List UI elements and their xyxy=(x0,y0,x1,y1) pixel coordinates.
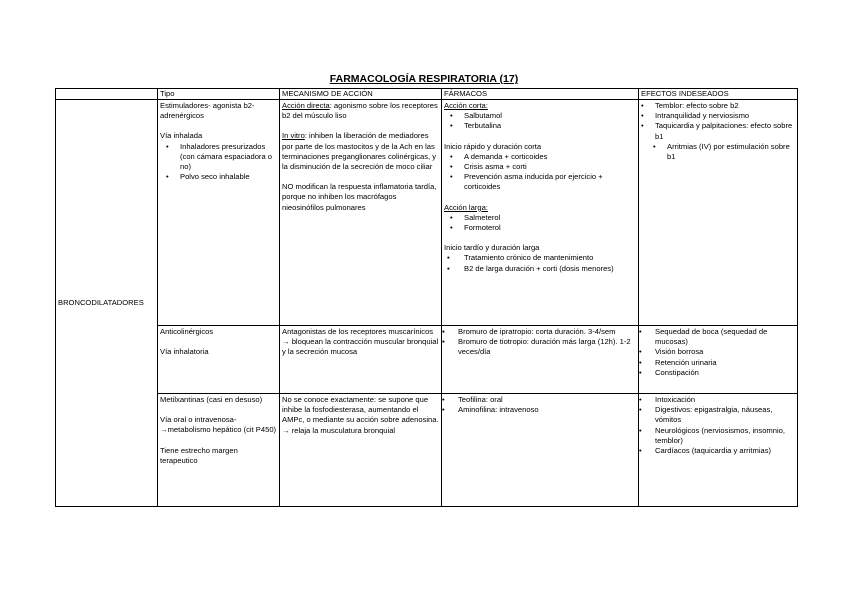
efectos-list xyxy=(641,101,795,142)
list-item: • Visión borrosa xyxy=(641,347,795,357)
pharmacology-table xyxy=(55,88,798,507)
mecanismo-directa-text: : agonismo sobre los receptores b2 del músculo liso xyxy=(282,101,438,121)
list-item: • Cardíacos (taquicardia y arritmias) xyxy=(641,446,795,456)
tipo-cell xyxy=(158,394,280,507)
efectos-cell xyxy=(639,326,798,394)
tipo-heading: Anticolinérgicos xyxy=(160,327,214,336)
list-item: • Teofilina: oral xyxy=(444,395,636,405)
mecanismo-invitro-label: In vitro xyxy=(282,131,305,141)
list-item: • A demanda + corticoides xyxy=(444,152,636,162)
list-item: • Prevención asma inducida por ejercicio + corticoides xyxy=(444,172,636,192)
efectos-list xyxy=(641,327,795,378)
mecanismo-invitro xyxy=(282,131,439,172)
header-farmacos: FÁRMACOS xyxy=(442,89,639,100)
tipo-margen: Tiene estrecho margen terapeutico xyxy=(160,445,238,465)
tipo-via: Vía inhalatoria xyxy=(160,347,209,357)
list-item: • Digestivos: epigastralgia, náuseas, vómitos xyxy=(641,405,795,425)
farmacos-larga-list xyxy=(444,213,636,233)
header-row xyxy=(56,89,798,100)
mecanismo-cell xyxy=(280,394,442,507)
efectos-list xyxy=(641,395,795,456)
table-row xyxy=(56,100,798,326)
farmacos-corta-usos xyxy=(444,152,636,193)
farmacos-corta-inicio: Inicio rápido y duración corta xyxy=(444,141,542,151)
mecanismo-cell xyxy=(280,100,442,326)
mecanismo-invitro-text: : inhiben la liberación de mediadores por parte de los mastocitos y de la Ach en las terminaciones preganglionares colinérgicas, y la disminución de la secreción de moco ciliar xyxy=(282,131,437,172)
farmacos-cell xyxy=(442,100,639,326)
group-label-cell xyxy=(56,100,158,507)
mecanismo-nota: NO modifican la respuesta inflamatoria tardía, porque no inhiben los macrófagos nieosinófilos pulmonares xyxy=(282,182,437,212)
mecanismo-text: No se conoce exactamente: se supone que inhibe la fosfodiesterasa, aumentando el AMPc, o mediante su acción sobre adenosina. → relaja la musculatura bronquial xyxy=(282,395,439,435)
list-item: ▪ Tratamiento crónico de mantenimiento xyxy=(444,253,636,263)
tipo-cell xyxy=(158,326,280,394)
list-item: • Formoterol xyxy=(444,223,636,233)
list-item: • Constipación xyxy=(641,368,795,378)
list-item: • Crisis asma + corti xyxy=(444,162,636,172)
farmacos-list xyxy=(444,327,636,358)
list-item: • Inhaladores presurizados (con cámara espaciadora o no) xyxy=(160,142,277,173)
list-item: • Intranquilidad y nerviosismo xyxy=(641,111,795,121)
table-row xyxy=(56,326,798,394)
header-empty xyxy=(56,89,158,100)
header-mecanismo: MECANISMO DE ACCIÓN xyxy=(280,89,442,100)
farmacos-larga-usos xyxy=(444,253,636,273)
tipo-via: Vía inhalada xyxy=(160,131,203,141)
mecanismo-directa xyxy=(282,101,439,121)
farmacos-corta-list xyxy=(444,111,636,131)
list-item: • Arritmias (IV) por estimulación sobre b1 xyxy=(647,142,795,162)
mecanismo-directa-label: Acción directa xyxy=(282,101,330,110)
list-item: • Polvo seco inhalable xyxy=(160,172,277,182)
mecanismo-cell xyxy=(280,326,442,394)
list-item: • Retención urinaria xyxy=(641,358,795,368)
list-item: ▪ B2 de larga duración + corti (dosis menores) xyxy=(444,264,636,274)
efectos-sublist xyxy=(641,142,795,162)
list-item: • Aminofilina: intravenoso xyxy=(444,405,636,415)
group-label: BRONCODILATADORES xyxy=(58,297,144,307)
header-efectos: EFECTOS INDESEADOS xyxy=(639,89,798,100)
farmacos-cell xyxy=(442,394,639,507)
list-item: • Intoxicación xyxy=(641,395,795,405)
tipo-list xyxy=(160,142,277,183)
tipo-via: Vía oral o intravenosa- →metabolismo hepático (cit P450) xyxy=(160,415,277,435)
farmacos-cell xyxy=(442,326,639,394)
list-item: • Taquicardia y palpitaciones: efecto sobre b1 xyxy=(641,121,795,141)
list-item: • Sequedad de boca (sequedad de mucosas) xyxy=(641,327,795,347)
mecanismo-text: Antagonistas de los receptores muscarínicos → bloquean la contracción muscular bronquial y la secreción mucosa xyxy=(282,327,439,357)
list-item: • Terbutalina xyxy=(444,121,636,131)
efectos-cell xyxy=(639,394,798,507)
farmacos-larga-label: Acción larga: xyxy=(444,202,488,212)
list-item: • Salbutamol xyxy=(444,111,636,121)
table-row xyxy=(56,394,798,507)
farmacos-corta-label: Acción corta: xyxy=(444,101,488,110)
tipo-heading: Estimuladores- agonista b2-adrenérgicos xyxy=(160,101,255,121)
tipo-heading: Metilxantinas (casi en desuso) xyxy=(160,395,263,404)
list-item: ▪ Bromuro de ipratropio: corta duración. 3-4/sem xyxy=(444,327,636,337)
list-item: • Neurológicos (nerviosismos, insomnio, temblor) xyxy=(641,426,795,446)
efectos-cell xyxy=(639,100,798,326)
list-item: • Salmeterol xyxy=(444,213,636,223)
list-item: • Temblor: efecto sobre b2 xyxy=(641,101,795,111)
page-title: FARMACOLOGÍA RESPIRATORIA (17) xyxy=(329,73,519,85)
header-tipo: Tipo xyxy=(158,89,280,100)
farmacos-list xyxy=(444,395,636,415)
tipo-cell xyxy=(158,100,280,326)
farmacos-larga-inicio: Inicio tardío y duración larga xyxy=(444,243,540,253)
list-item: ▪ Bromuro de tiotropio: duración más larga (12h). 1-2 veces/día xyxy=(444,337,636,357)
